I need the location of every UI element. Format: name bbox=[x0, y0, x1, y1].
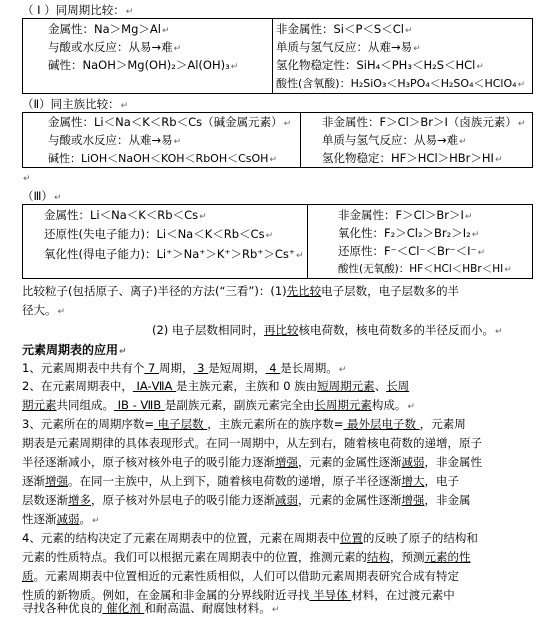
app-p1: 1、元素周期表中共有个 7 周期， 3 是短周期， 4 是长周期。↵ bbox=[22, 361, 347, 375]
s3-right-1: 氧化性：F₂＞Cl₂＞Br₂＞I₂↵ bbox=[338, 226, 480, 240]
s1-left-0: 金属性：Na＞Mg＞Al↵ bbox=[48, 22, 170, 36]
section1-heading: （ Ⅰ ）同周期比较：↵ bbox=[22, 3, 134, 17]
app-p3-line5: 层数逐渐增多，原子核对外层电子的吸引能力逐渐减弱，元素的金属性逐渐增强，非金属 bbox=[22, 493, 471, 507]
section3-divider bbox=[307, 204, 308, 279]
app-p2-line2: 期元素共同组成。 ⅠB - ⅦB 是副族元素，副族元素完全由长周期元素构成。↵ bbox=[22, 398, 415, 412]
s2-left-0: 金属性：Li＜Na＜K＜Rb＜Cs（碱金属元素）↵ bbox=[48, 115, 292, 129]
s2-right-2: 氢化物稳定：HF＞HCl＞HBr＞HI↵ bbox=[322, 151, 503, 165]
s1-right-2: 氢化物稳定性：SiH₄＜PH₃＜H₂S＜HCl↵ bbox=[276, 58, 484, 72]
s1-right-0: 非金属性：Si＜P＜S＜Cl↵ bbox=[276, 22, 413, 36]
app-p4-line2: 元素的性质特点。我们可以根据元素在周期表中的位置，推测元素的结构，预测元素的性 bbox=[22, 550, 471, 564]
section1-divider bbox=[272, 18, 273, 94]
app-p4-line3: 质。元素周期表中位置相近的元素性质相似，人们可以借助元素周期表研究合成有特定 bbox=[22, 569, 459, 583]
radius-line-2: 径大。↵ bbox=[22, 303, 66, 317]
app-p4-line1: 4、元素的结构决定了元素在周期表中的位置，元素在周期表中位置的反映了原子的结构和 bbox=[22, 531, 478, 545]
app-p3-line6: 性逐渐减弱。↵ bbox=[22, 512, 100, 526]
s2-left-2: 碱性：LiOH＜NaOH＜KOH＜RbOH＜CsOH↵ bbox=[48, 152, 277, 165]
s1-right-1: 单质与氢气反应：从难→易↵ bbox=[276, 40, 421, 54]
blank-line: ↵ bbox=[23, 174, 31, 184]
radius-line-3: (2) 电子层数相同时，再比较核电荷数，核电荷数多的半径反而小。↵ bbox=[152, 323, 503, 337]
app-p3-line1: 3、元素所在的周期序数= 电子层数 ，主族元素所在的族序数= 最外层电子数 ，元素周 bbox=[22, 417, 466, 431]
s1-left-1: 与酸或水反应：从易→难↵ bbox=[48, 40, 182, 54]
s2-left-1: 与酸或水反应：从难→易↵ bbox=[48, 133, 182, 147]
radius-line-1: 比较粒子(包括原子、离子)半径的方法(“三看”)：(1)先比较电子层数，电子层数多的半 bbox=[22, 284, 460, 298]
s3-right-3: 酸性(无氧酸)：HF＜HCl＜HBr＜HI↵ bbox=[338, 263, 512, 275]
app-p3-line2: 期表是元素周期律的具体表现形式。在同一周期中，从左到右，随着核电荷数的递增，原子 bbox=[22, 436, 482, 450]
s3-right-2: 还原性：F⁻＜Cl⁻＜Br⁻＜I⁻↵ bbox=[338, 244, 486, 258]
app-p4-line5: 寻找各种优良的 催化剂 和耐高温、耐腐蚀材料。↵ bbox=[22, 601, 280, 615]
s2-right-0: 非金属性：F＞Cl＞Br＞I（卤族元素）↵ bbox=[322, 115, 526, 129]
s2-right-1: 单质与氢气反应：从易→难↵ bbox=[322, 133, 467, 147]
s3-left-2: 氧化性(得电子能力)：Li⁺＞Na⁺＞K⁺＞Rb⁺＞Cs⁺↵ bbox=[44, 247, 304, 261]
section3-heading: （Ⅲ）↵ bbox=[22, 189, 62, 203]
app-title: 元素周期表的应用↵ bbox=[22, 343, 127, 357]
s1-right-3: 酸性(含氧酸)：H₂SiO₃＜H₃PO₄＜H₂SO₄＜HClO₄↵ bbox=[276, 77, 526, 90]
section2-divider bbox=[300, 112, 301, 168]
s1-left-2: 碱性：NaOH＞Mg(OH)₂＞Al(OH)₃↵ bbox=[48, 58, 239, 72]
app-p2-line1: 2、在元素周期表中， ⅠA-ⅦA 是主族元素，主族和 0 族由短周期元素、长周 bbox=[22, 379, 410, 393]
app-p3-line3: 半径逐渐减小，原子核对核外电子的吸引能力逐渐增强，元素的金属性逐渐减弱，非金属性 bbox=[22, 455, 482, 469]
s3-left-0: 金属性：Li＜Na＜K＜Rb＜Cs↵ bbox=[44, 208, 207, 222]
app-p3-line4: 逐渐增强。在同一主族中，从上到下，随着核电荷数的递增，原子半径逐渐增大，电子 bbox=[22, 474, 459, 488]
s3-left-1: 还原性(失电子能力)：Li＜Na＜K＜Rb＜Cs↵ bbox=[44, 227, 274, 241]
app-p4-line4: 性质的新物质。例如，在金属和非金属的分界线附近寻找 半导体 材料，在过渡元素中 bbox=[22, 588, 455, 602]
s3-right-0: 非金属性：F＞Cl＞Br＞I↵ bbox=[338, 208, 473, 222]
section2-heading: （Ⅱ）同主族比较：↵ bbox=[22, 97, 129, 111]
